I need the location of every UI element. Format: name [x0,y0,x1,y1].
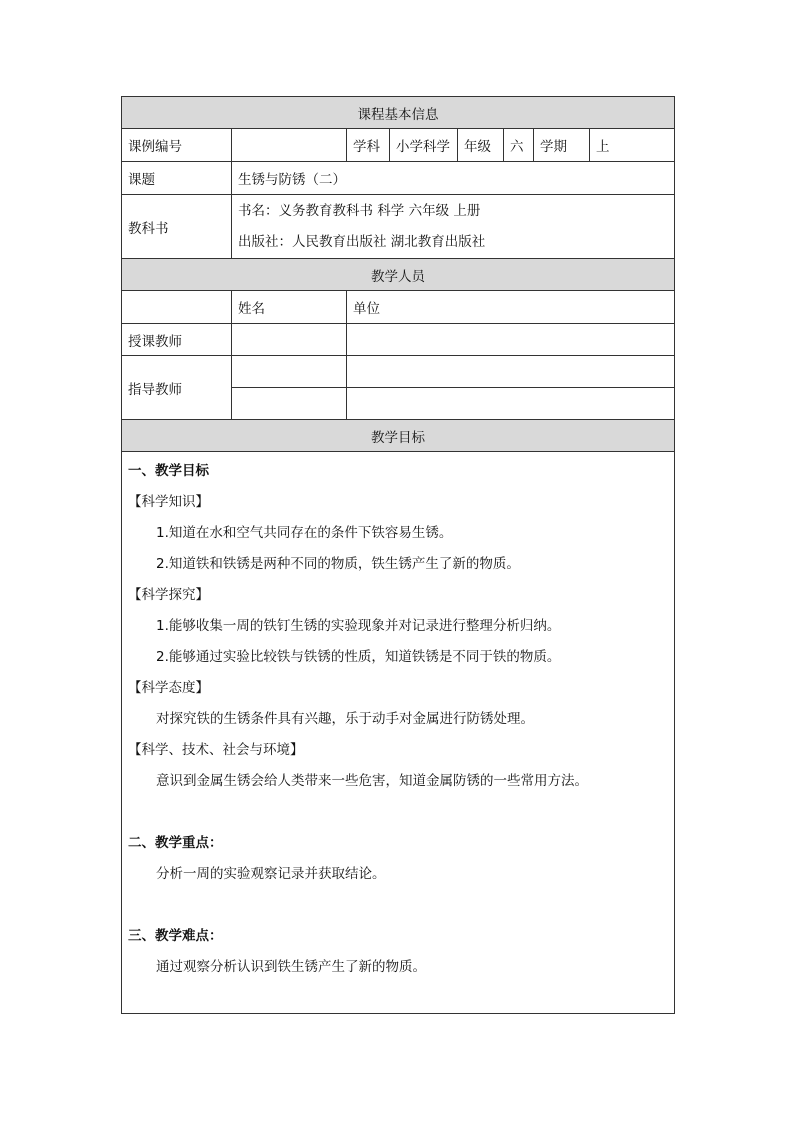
subject-label: 学科 [347,129,390,162]
heading-key-points: 二、教学重点： [128,835,223,851]
lesson-info-table [121,96,675,1014]
inquiry-item-1: 1.能够收集一周的铁钉生锈的实验现象并对记录进行整理分析归纳。 [156,618,561,634]
difficulty-item-1: 通过观察分析认识到铁生锈产生了新的物质。 [156,959,426,975]
section-header-goals: 教学目标 [122,420,675,452]
topic-label: 课题 [122,162,232,195]
mentor-label: 指导教师 [122,356,232,420]
attitude-title: 【科学态度】 [128,680,209,696]
mentor-name-1 [232,356,347,388]
spacer [128,797,668,828]
term-label: 学期 [534,129,590,162]
attitude-item-1: 对探究铁的生锈条件具有兴趣，乐于动手对金属进行防锈处理。 [156,711,534,727]
heading-teaching-goals: 一、教学目标 [128,463,209,479]
section-header-basic-info: 课程基本信息 [122,97,675,129]
inquiry-item-2: 2.能够通过实验比较铁与铁锈的性质，知道铁锈是不同于铁的物质。 [156,649,561,665]
subject-value: 小学科学 [390,129,458,162]
spacer [128,890,668,921]
stse-title: 【科学、技术、社会与环境】 [128,742,304,758]
textbook-name: 书名：义务教育教科书 科学 六年级 上册 [238,202,481,219]
stse-item-1: 意识到金属生锈会给人类带来一些危害，知道金属防锈的一些常用方法。 [156,773,588,789]
topic-value: 生锈与防锈（二） [232,162,675,195]
grade-value: 六 [504,129,534,162]
term-value: 上 [590,129,675,162]
mentor-name-2 [232,388,347,420]
knowledge-title: 【科学知识】 [128,494,209,510]
knowledge-item-1: 1.知道在水和空气共同存在的条件下铁容易生锈。 [156,525,453,541]
mentor-unit-1 [347,356,675,388]
teaching-goals-content [122,452,675,1014]
textbook-value [232,195,675,259]
heading-difficulties: 三、教学难点： [128,928,223,944]
key-point-item-1: 分析一周的实验观察记录并获取结论。 [156,866,386,882]
case-number-label: 课例编号 [122,129,232,162]
staff-corner-cell [122,291,232,324]
case-number-value [232,129,347,162]
textbook-label: 教科书 [122,195,232,259]
mentor-unit-2 [347,388,675,420]
knowledge-item-2: 2.知道铁和铁锈是两种不同的物质，铁生锈产生了新的物质。 [156,556,520,572]
inquiry-title: 【科学探究】 [128,587,209,603]
staff-unit-header: 单位 [347,291,675,324]
teacher-name [232,324,347,356]
grade-label: 年级 [458,129,504,162]
teacher-unit [347,324,675,356]
section-header-staff: 教学人员 [122,259,675,291]
staff-name-header: 姓名 [232,291,347,324]
teacher-label: 授课教师 [122,324,232,356]
textbook-publisher: 出版社：人民教育出版社 湖北教育出版社 [238,233,486,250]
